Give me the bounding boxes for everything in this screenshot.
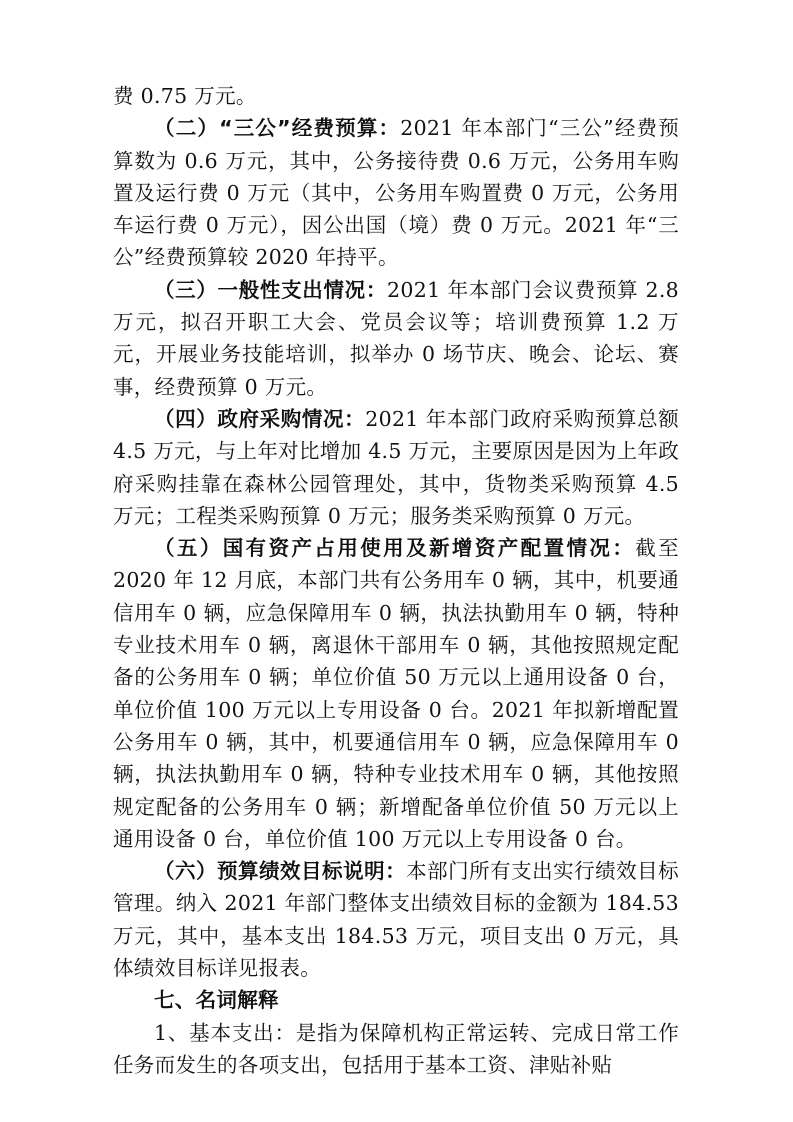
paragraph-text: 2021 年本部门“三公”经费预算数为 0.6 万元，其中，公务接待费 0.6 万元，公务用车购置及运行费 0 万元（其中，公务用车购置费 0 万元，公务用车运行费 0 万元），因公出国（境）费 0 万元。2021 年“三公”经费预算较 2020 年持平。 <box>113 116 680 270</box>
paragraph-basic-expenditure <box>113 1017 679 1082</box>
section-title-glossary: 七、名词解释 <box>154 988 279 1013</box>
paragraph-text: 2021 年本部门政府采购预算总额 4.5 万元，与上年对比增加 4.5 万元，主要原因是因为上年政府采购挂靠在森林公园管理处，其中，货物类采购预算 4.5 万元；工程类采购预算 0 万元；服务类采购预算 0 万元。 <box>113 406 679 528</box>
paragraph-government-procurement <box>113 403 679 532</box>
paragraph-general-expenditure <box>113 274 679 403</box>
paragraph-text: 1、基本支出：是指为保障机构正常运转、完成日常工作任务而发生的各项支出，包括用于基本工资、津贴补贴 <box>113 1020 679 1077</box>
paragraph-text: 截至 2020 年 12 月底，本部门共有公务用车 0 辆，其中，机要通信用车 0 辆，应急保障用车 0 辆，执法执勤用车 0 辆，特种专业技术用车 0 辆，离退休干部用车 0 辆，其他按照规定配备的公务用车 0 辆；单位价值 50 万元以上通用设备 0 台，单位价值 100 万元以上专用设备 0 台。2021 年拟新增配置公务用车 0 辆，其中，机要通信用车 0 辆，应急保障用车 0 辆，执法执勤用车 0 辆，特种专业技术用车 0 辆，其他按照规定配备的公务用车 0 辆；新增配备单位价值 50 万元以上通用设备 0 台，单位价值 100 万元以上专用设备 0 台。 <box>113 536 679 851</box>
paragraph-text: 费 0.75 万元。 <box>113 84 257 108</box>
paragraph-heading: （三）一般性支出情况： <box>154 277 388 302</box>
paragraph-state-assets <box>113 532 679 855</box>
paragraph-text: 本部门所有支出实行绩效目标管理。纳入 2021 年部门整体支出绩效目标的金额为 184.53 万元，其中，基本支出 184.53 万元，项目支出 0 万元，具体绩效目标详见报表。 <box>113 859 679 981</box>
paragraph-heading: （二）“三公”经费预算： <box>154 116 401 141</box>
paragraph-three-public-budget <box>113 112 679 273</box>
paragraph-continuation <box>113 80 679 112</box>
paragraph-heading: （六）预算绩效目标说明： <box>154 859 407 884</box>
paragraph-heading: （四）政府采购情况： <box>154 406 366 431</box>
paragraph-performance-goals <box>113 855 679 984</box>
document-body <box>113 80 679 1081</box>
paragraph-text: 2021 年本部门会议费预算 2.8 万元，拟召开职工大会、党员会议等；培训费预算 1.2 万元，开展业务技能培训，拟举办 0 场节庆、晚会、论坛、赛事，经费预算 0 万元。 <box>113 277 679 399</box>
paragraph-heading: （五）国有资产占用使用及新增资产配置情况： <box>154 536 636 561</box>
